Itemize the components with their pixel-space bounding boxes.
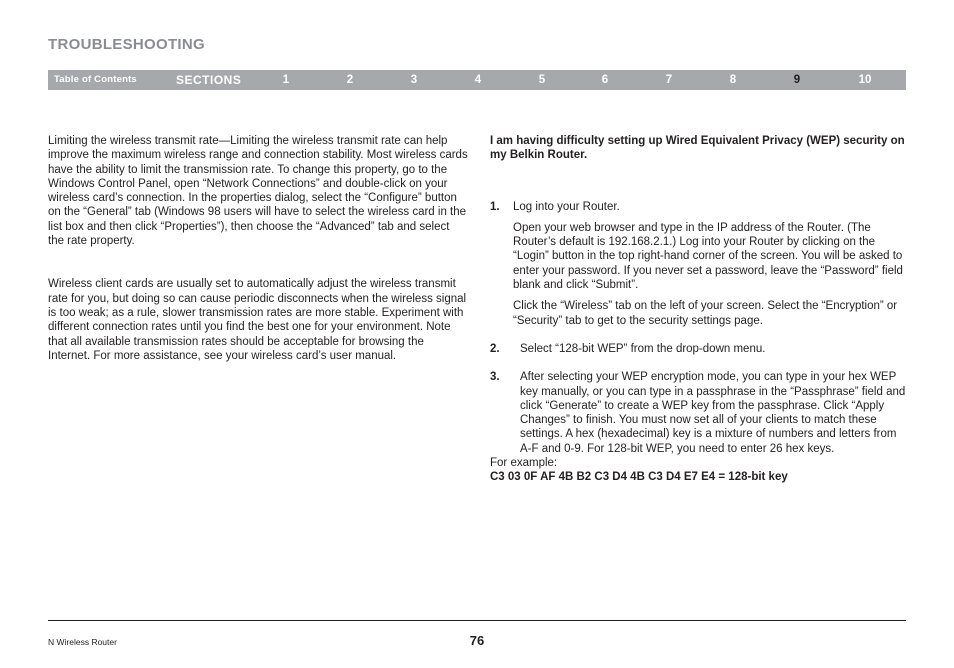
example-wep-key: C3 03 0F AF 4B B2 C3 D4 4B C3 D4 E7 E4 = 128-bit key bbox=[490, 471, 788, 484]
section-nav-bar bbox=[48, 70, 906, 90]
section-link-2[interactable]: 2 bbox=[346, 74, 354, 86]
step-title: After selecting your WEP encryption mode, you can type in your hex WEP key manually, or you can type in a passphrase in the “Passphrase” field and click “Generate” to create a WEP key from the passphrase. Click “Apply Changes” to finish. You must now set all of your clients to match these settings. A hex (hexadecimal) key is a mixture of numbers and letters from A-F and 0-9. For 128-bit WEP, you need to enter 26 hex keys. bbox=[520, 371, 906, 455]
client-cards-paragraph: Wireless client cards are usually set to automatically adjust the wireless transmit rate for you, but doing so can cause periodic disconnects when the wireless signal is too weak; as a rule, slower transmission rates are more stable. Experiment with different connection rates until you find the best one for your environment. Note that all available transmission rates should be acceptable for browsing the Internet. For more assistance, see your wireless card’s user manual. bbox=[48, 278, 467, 362]
sections-label: SECTIONS bbox=[176, 73, 242, 87]
footer-product-name: N Wireless Router bbox=[48, 637, 117, 647]
step-title: Log into your Router. bbox=[513, 200, 620, 213]
step-detail: Click the “Wireless” tab on the left of your screen. Select the “Encryption” or “Security” tab to get to the security settings page. bbox=[513, 300, 898, 327]
section-link-7[interactable]: 7 bbox=[665, 74, 673, 86]
step-3 bbox=[490, 370, 910, 456]
section-link-10[interactable]: 10 bbox=[858, 74, 872, 86]
step-1 bbox=[490, 200, 910, 328]
section-link-5[interactable]: 5 bbox=[538, 74, 546, 86]
footer-divider bbox=[48, 620, 906, 621]
section-link-1[interactable]: 1 bbox=[282, 74, 290, 86]
example-label: For example: bbox=[490, 457, 558, 470]
right-column bbox=[490, 134, 910, 485]
wep-question-heading: I am having difficulty setting up Wired Equivalent Privacy (WEP) security on my Belkin Router. bbox=[490, 135, 905, 162]
step-detail: Open your web browser and type in the IP address of the Router. (The Router’s default is 192.168.2.1.) Log into your Router by clicking on the “Login” button in the top right-hand corner of the screen. You will be asked to enter your password. If you never set a password, leave the “Password” field blank and click “Submit”. bbox=[513, 221, 903, 292]
step-number: 1. bbox=[490, 200, 500, 213]
section-link-9[interactable]: 9 bbox=[793, 74, 801, 86]
table-of-contents-link[interactable]: Table of Contents bbox=[54, 74, 137, 85]
section-link-6[interactable]: 6 bbox=[601, 74, 609, 86]
page-number: 76 bbox=[469, 633, 485, 648]
page-title: TROUBLESHOOTING bbox=[48, 36, 205, 53]
steps-list bbox=[490, 200, 910, 456]
step-number: 3. bbox=[490, 371, 500, 384]
step-2 bbox=[490, 342, 910, 356]
section-link-4[interactable]: 4 bbox=[474, 74, 482, 86]
section-link-3[interactable]: 3 bbox=[410, 74, 418, 86]
transmit-rate-paragraph: Limiting the wireless transmit rate—Limiting the wireless transmit rate can help improve the maximum wireless range and connection stability. Most wireless cards have the ability to limit the transmission rate. To change this property, go to the Windows Control Panel, open “Network Connections” and double-click on your wireless card’s connection. In the properties dialog, select the “Configure” button on the “General” tab (Windows 98 users will have to select the wireless card in the list box and then click “Properties”), then choose the “Advanced” tab and select the rate property. bbox=[48, 135, 468, 248]
step-title: Select “128-bit WEP” from the drop-down menu. bbox=[520, 342, 766, 355]
step-number: 2. bbox=[490, 342, 500, 355]
section-link-8[interactable]: 8 bbox=[729, 74, 737, 86]
left-column bbox=[48, 134, 468, 363]
